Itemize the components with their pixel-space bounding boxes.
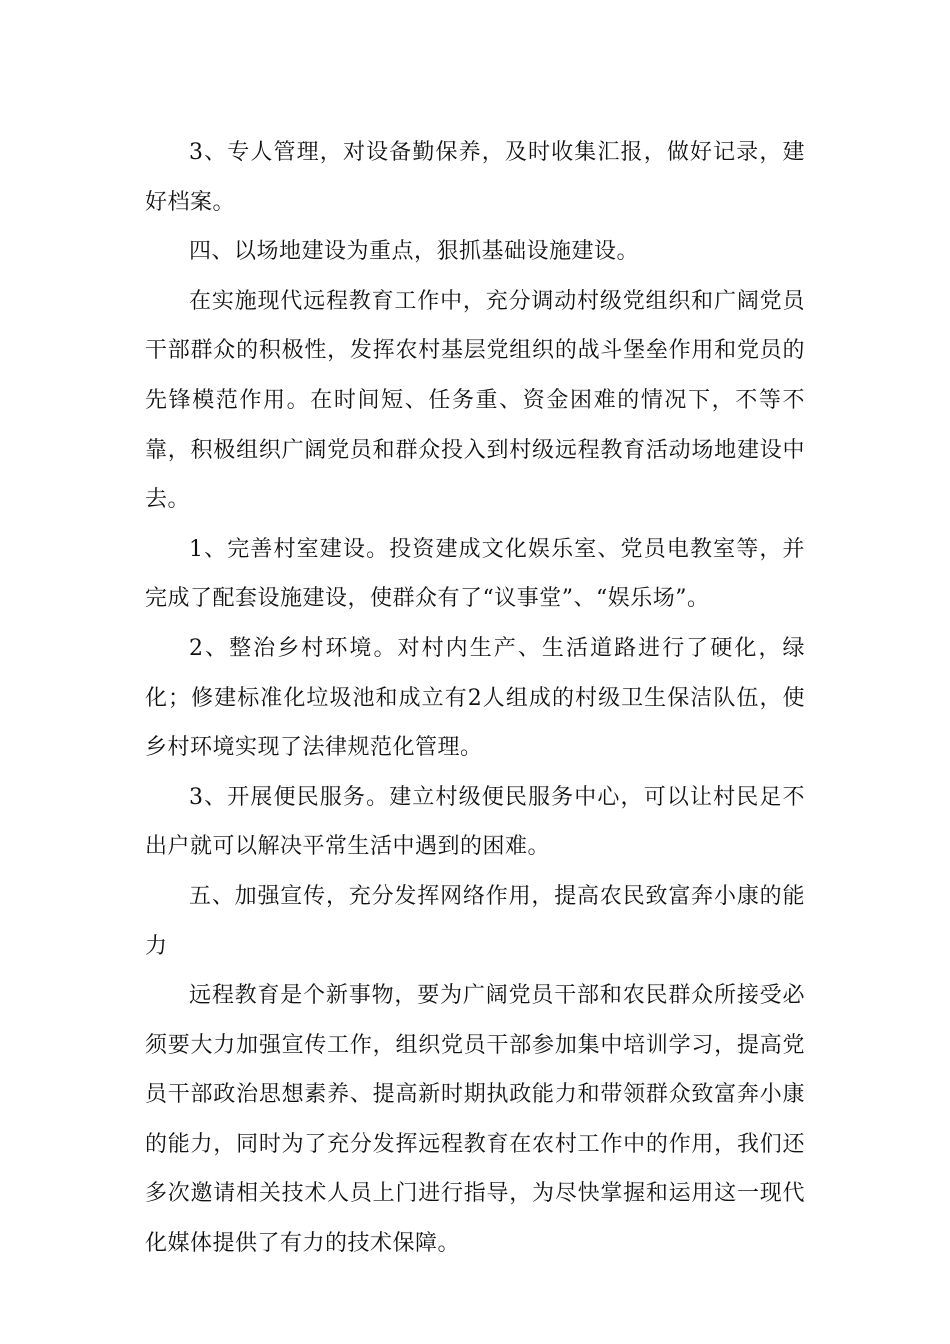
paragraph-maintenance-records: 3、专人管理，对设备勤保养，及时收集汇报，做好记录，建好档案。: [145, 140, 805, 215]
document-body: [145, 128, 805, 1269]
paragraph-remote-education: 远程教育是个新事物，要为广阔党员干部和农民群众所接受必须要大力加强宣传工作，组织党员干部参加集中培训学习，提高党员干部政治思想素养、提高新时期执政能力和带领群众致富奔小康的能力，同时为了充分发挥远程教育在农村工作中的作用，我们还多次邀请相关技术人员上门进行指导，为尽快掌握和运用这一现代化媒体提供了有力的技术保障。: [145, 983, 805, 1257]
paragraph-convenience-services: 3、开展便民服务。建立村级便民服务中心，可以让村民足不出户就可以解决平常生活中遇到的困难。: [145, 784, 805, 860]
paragraph-rural-environment: 2、整治乡村环境。对村内生产、生活道路进行了硬化，绿化；修建标准化垃圾池和成立有2人组成的村级卫生保洁队伍，使乡村环境实现了法律规范化管理。: [145, 635, 805, 761]
section-heading-publicity: 五、加强宣传，充分发挥网络作用，提高农民致富奔小康的能力: [145, 883, 805, 959]
section-heading-site-construction: 四、以场地建设为重点，狠抓基础设施建设。: [189, 239, 640, 265]
paragraph-village-rooms: 1、完善村室建设。投资建成文化娱乐室、党员电教室等，并完成了配套设施建设，使群众有了“议事堂”、“娱乐场”。: [145, 536, 805, 612]
paragraph-implementation: 在实施现代远程教育工作中，充分调动村级党组织和广阔党员干部群众的积极性，发挥农村基层党组织的战斗堡垒作用和党员的先锋模范作用。在时间短、任务重、资金困难的情况下，不等不靠，积极组织广阔党员和群众投入到村级远程教育活动场地建设中去。: [145, 288, 805, 513]
